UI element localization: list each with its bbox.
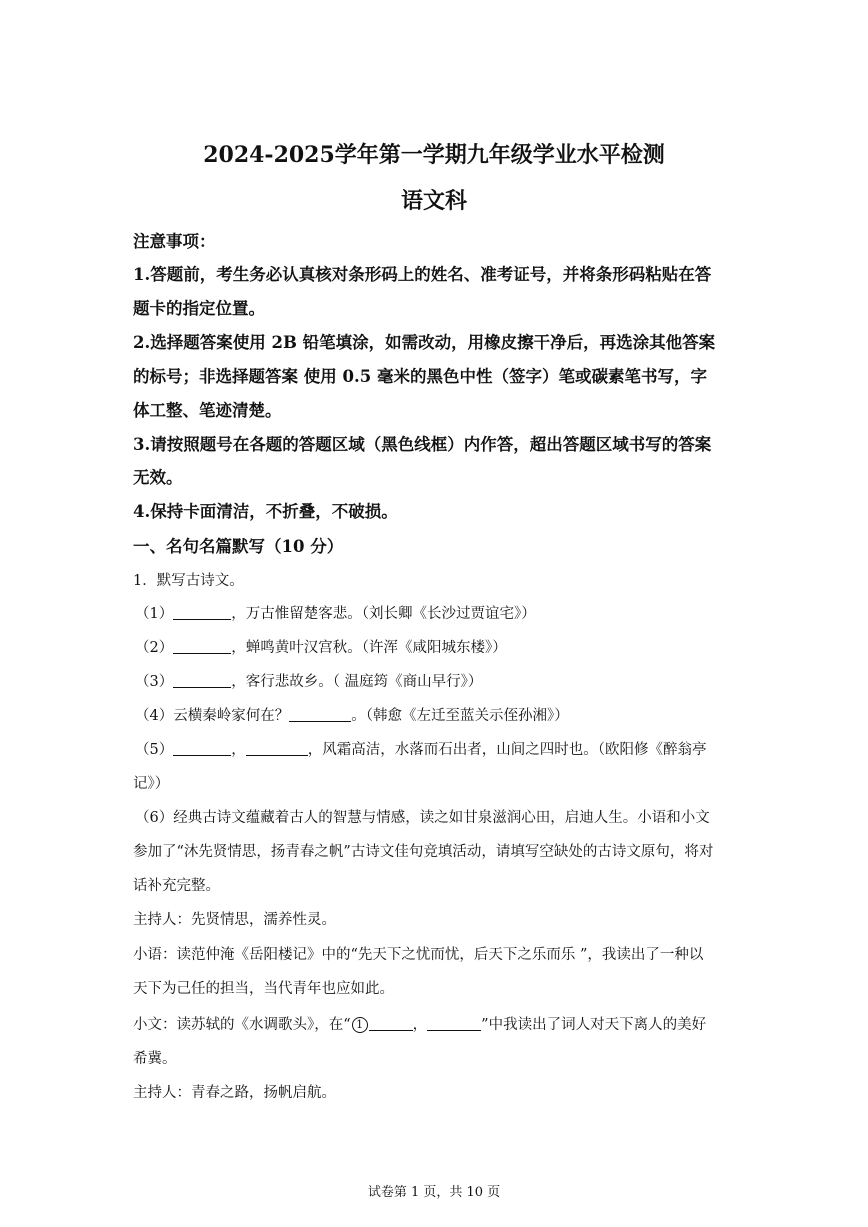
part-number: （1） (135, 606, 174, 622)
host-line-1: 主持人：先贤情思，濡养性灵。 (133, 912, 336, 928)
part-text: （4）云横秦岭家何在？ (135, 708, 290, 724)
separator: ， (412, 1017, 428, 1033)
notice-item-3-line-2: 无效。 (133, 468, 183, 487)
xiaoyu-line-1: 小语：读范仲淹《岳阳楼记》中的“先天下之忧而忧，后天下之乐而乐 ”，我读出了一种以 (133, 947, 704, 963)
answer-blank[interactable] (427, 1016, 481, 1032)
host-line-2: 主持人：青春之路，扬帆启航。 (133, 1085, 336, 1101)
question-1-part-4 (135, 704, 569, 725)
part-number: （3） (135, 674, 174, 690)
question-1-part-3 (135, 670, 482, 691)
xiaoyu-line-2: 天下为己任的担当，当代青年也应如此。 (133, 981, 394, 997)
notice-item-1-line-2: 题卡的指定位置。 (133, 299, 265, 318)
answer-blank[interactable] (173, 673, 231, 689)
xiaowen-line-1 (133, 1013, 706, 1034)
notice-item-1-line-1: 1.答题前，考生务必认真核对条形码上的姓名、准考证号，并将条形码粘贴在答 (133, 265, 712, 284)
answer-blank[interactable] (173, 605, 231, 621)
question-1-part-5-line-2: 记》） (133, 776, 170, 792)
answer-blank[interactable] (173, 741, 231, 757)
separator: ， (231, 742, 246, 758)
question-1-part-6-line-1: （6）经典古诗文蕴藏着古人的智慧与情感，读之如甘泉滋润心田，启迪人生。小语和小文 (135, 810, 710, 826)
question-1-intro: 1．默写古诗文。 (133, 573, 244, 589)
question-1-part-6-line-3: 话补充完整。 (133, 878, 220, 894)
subject-title: 语文科 (400, 188, 467, 214)
part-text: 。（韩愈《左迁至蓝关示侄孙湘》） (351, 708, 569, 724)
page-footer: 试卷第 1 页，共 10 页 (367, 1185, 501, 1200)
notice-item-2-line-3: 体工整、笔迹清楚。 (133, 401, 282, 420)
part-number: （2） (135, 640, 174, 656)
part-text: ，万古惟留楚客悲。（刘长卿《长沙过贾谊宅》） (231, 606, 536, 622)
notice-item-2-line-1: 2.选择题答案使用 2B 铅笔填涂，如需改动，用橡皮擦干净后，再选涂其他答案 (133, 333, 716, 352)
xiaowen-line-2: 希冀。 (133, 1051, 177, 1067)
section-heading: 一、名句名篇默写（10 分） (133, 537, 344, 556)
question-1-part-2 (135, 636, 507, 657)
question-1-part-1 (135, 602, 536, 623)
answer-blank[interactable] (289, 707, 351, 723)
notice-item-4: 4.保持卡面清洁，不折叠，不破损。 (133, 502, 398, 521)
notice-item-3-line-1: 3.请按照题号在各题的答题区域（黑色线框）内作答，超出答题区域书写的答案 (133, 435, 712, 454)
answer-blank[interactable] (246, 741, 308, 757)
part-text: ，客行悲故乡。（ 温庭筠《商山早行》） (231, 674, 483, 690)
xiaowen-text: 小文：读苏轼的《水调歌头》，在“ (133, 1017, 351, 1033)
part-number: （5） (135, 742, 174, 758)
part-text: ，风霜高洁，水落而石出者，山间之四时也。（欧阳修《醉翁亭 (307, 742, 707, 758)
xiaowen-text: ”中我读出了词人对天下离人的美好 (481, 1017, 707, 1033)
exam-title: 2024-2025学年第一学期九年级学业水平检测 (203, 142, 665, 168)
question-1-part-5 (135, 738, 706, 759)
question-1-part-6-line-2: 参加了“沐先贤情思，扬青春之帆”古诗文佳句竞填活动，请填写空缺处的古诗文原句，将对 (133, 844, 714, 860)
part-text: ，蝉鸣黄叶汉宫秋。（许浑《咸阳城东楼》） (231, 640, 507, 656)
notice-item-2-line-2: 的标号；非选择题答案 使用 0.5 毫米的黑色中性（签字）笔或碳素笔书写，字 (133, 367, 707, 386)
notice-heading: 注意事项： (133, 232, 216, 251)
answer-blank[interactable] (369, 1016, 413, 1032)
answer-blank[interactable] (173, 639, 231, 655)
circled-number: 1 (352, 1017, 368, 1033)
